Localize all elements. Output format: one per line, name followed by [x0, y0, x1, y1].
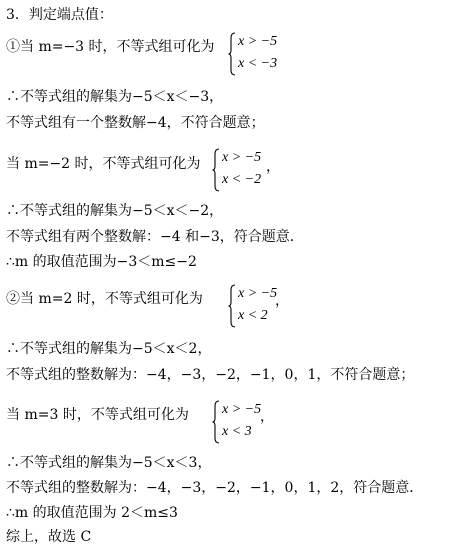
integer-solution-line: 不等式组的整数解为：−4，−3，−2，−1，0，1，2，符合题意．	[6, 480, 424, 496]
system-top-inequality: x > −5	[238, 286, 278, 301]
integer-solution-line: 不等式组的整数解为：−4，−3，−2，−1，0，1，不符合题意；	[6, 367, 415, 383]
system-top-inequality: x > −5	[222, 402, 262, 417]
brace-icon	[228, 284, 236, 328]
system-bottom-inequality: x < −2	[222, 172, 262, 187]
solution-set-line: ∴不等式组的解集为−5＜x＜−3，	[6, 89, 224, 105]
system-suffix: ，	[266, 159, 280, 175]
system-bottom-inequality: x < 2	[238, 308, 268, 323]
case-m-2-intro: ②当 m=2 时，不等式组可化为	[6, 291, 203, 307]
solution-set-line: ∴不等式组的解集为−5＜x＜2，	[6, 341, 212, 357]
brace-icon	[228, 32, 236, 76]
step-heading: 3．判定端点值：	[6, 7, 113, 23]
system-top-inequality: x > −5	[222, 150, 262, 165]
solution-set-line: ∴不等式组的解集为−5＜x＜−2，	[6, 203, 224, 219]
integer-solution-line: 不等式组有两个整数解：−4 和−3，符合题意．	[6, 229, 304, 245]
case-m-neg3-intro: ①当 m=−3 时，不等式组可化为	[6, 39, 215, 55]
inequality-system-m-neg3	[228, 32, 288, 76]
system-top-inequality: x > −5	[238, 34, 278, 49]
case-m-3-intro: 当 m=3 时，不等式组可化为	[6, 407, 189, 423]
range-conclusion-line: ∴m 的取值范围为 2＜m≤3	[6, 505, 178, 521]
case-m-neg2-intro: 当 m=−2 时，不等式组可化为	[6, 156, 201, 172]
system-bottom-inequality: x < −3	[238, 56, 278, 71]
integer-solution-line: 不等式组有一个整数解−4，不符合题意；	[6, 115, 265, 131]
range-conclusion-line: ∴m 的取值范围为−3＜m≤−2	[6, 254, 197, 270]
system-bottom-inequality: x < 3	[222, 424, 252, 439]
brace-icon	[212, 400, 220, 444]
system-suffix: ，	[260, 409, 274, 425]
system-suffix: ，	[275, 293, 289, 309]
solution-set-line: ∴不等式组的解集为−5＜x＜3，	[6, 455, 212, 471]
brace-icon	[212, 148, 220, 192]
final-answer-line: 综上，故选 C	[6, 529, 92, 545]
